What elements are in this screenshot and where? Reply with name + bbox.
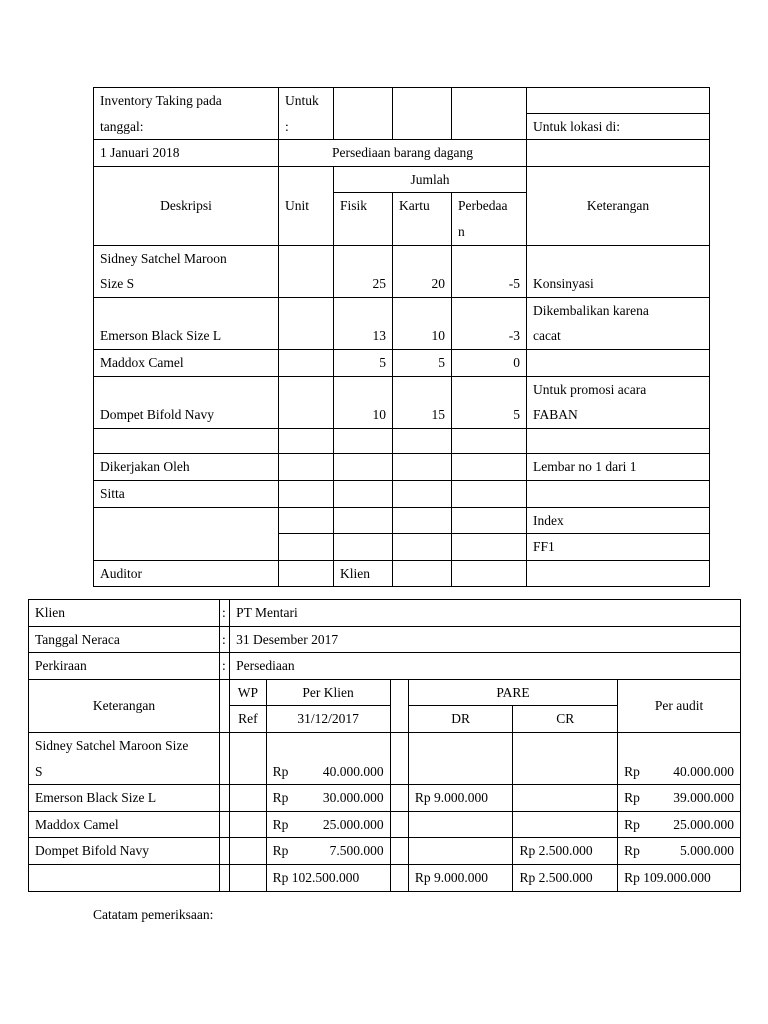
- wp-header: WP: [230, 679, 267, 706]
- table-row: Dompet Bifold Navy 10 15 5 Untuk promosi acara FABAN: [94, 376, 710, 428]
- jumlah-header: Jumlah: [334, 166, 527, 193]
- ref-header: Ref: [230, 706, 267, 733]
- index-label: Index: [527, 507, 710, 534]
- dr-header: DR: [408, 706, 513, 733]
- persediaan-cell: Persediaan barang dagang: [279, 140, 527, 167]
- date-cell: 1 Januari 2018: [94, 140, 279, 167]
- kartu-header: Kartu: [393, 193, 452, 245]
- lembar-label: Lembar no 1 dari 1: [527, 454, 710, 481]
- pare-header: PARE: [408, 679, 617, 706]
- deskripsi-header: Deskripsi: [94, 166, 279, 245]
- keterangan-header: Keterangan: [527, 166, 710, 245]
- table-row: Sidney Satchel Maroon Size S Rp 40.000.000 Rp 40.000.000: [29, 732, 741, 784]
- klien-value: PT Mentari: [230, 600, 741, 627]
- ff1-label: FF1: [527, 534, 710, 561]
- sitta-label: Sitta: [94, 480, 279, 507]
- table-row: Dompet Bifold Navy Rp 7.500.000 Rp 2.500.000 Rp 5.000.000: [29, 838, 741, 865]
- audit-adjustment-table: Klien : PT Mentari Tanggal Neraca : 31 Desember 2017 Perkiraan : Persediaan Keterangan WP Per Klien PARE Per audit Ref 31/12/2017 DR CR Sidney Satchel Maroon Size S Rp 40.000.000 Rp 40.000.000 Emerson Black Size L Rp 30.000.000 Rp 9.000.000 Rp 39.000.000 Maddox Camel Rp 25.000.000 Rp 25.000.000 Dompet Bifold Navy Rp 7.500.000 Rp 2.500.000 Rp 5.000.000 Rp 102.500.000 Rp 9.000.000 Rp 2.500.000 Rp 109.000.000: [28, 599, 741, 892]
- table-row: Maddox Camel Rp 25.000.000 Rp 25.000.000: [29, 811, 741, 838]
- per-audit-header: Per audit: [618, 679, 741, 732]
- total-row: Rp 102.500.000 Rp 9.000.000 Rp 2.500.000 Rp 109.000.000: [29, 864, 741, 891]
- cr-header: CR: [513, 706, 618, 733]
- untuk-cell: Untuk :: [279, 88, 334, 140]
- fisik-header: Fisik: [334, 193, 393, 245]
- keterangan-header: Keterangan: [29, 679, 220, 732]
- unit-header: Unit: [279, 166, 334, 245]
- perbedaan-header: Perbedaa n: [452, 193, 527, 245]
- auditor-label: Auditor: [94, 560, 279, 587]
- dikerjakan-label: Dikerjakan Oleh: [94, 454, 279, 481]
- lokasi-cell: Untuk lokasi di:: [527, 113, 710, 140]
- klien-label: Klien: [334, 560, 393, 587]
- table-row: Emerson Black Size L Rp 30.000.000 Rp 9.000.000 Rp 39.000.000: [29, 785, 741, 812]
- table-row: Maddox Camel 5 5 0: [94, 349, 710, 376]
- per-klien-header: Per Klien: [266, 679, 390, 706]
- table-row: Sidney Satchel Maroon Size S 25 20 -5 Konsinyasi: [94, 245, 710, 297]
- per-klien-date: 31/12/2017: [266, 706, 390, 733]
- header-title-cell: Inventory Taking pada tanggal:: [94, 88, 279, 140]
- tanggal-value: 31 Desember 2017: [230, 626, 741, 653]
- table-row: Emerson Black Size L 13 10 -3 Dikembalikan karena cacat: [94, 297, 710, 349]
- perkiraan-value: Persediaan: [230, 653, 741, 680]
- catatan-label: Catatam pemeriksaan:: [93, 907, 214, 922]
- inventory-taking-table: [93, 87, 710, 587]
